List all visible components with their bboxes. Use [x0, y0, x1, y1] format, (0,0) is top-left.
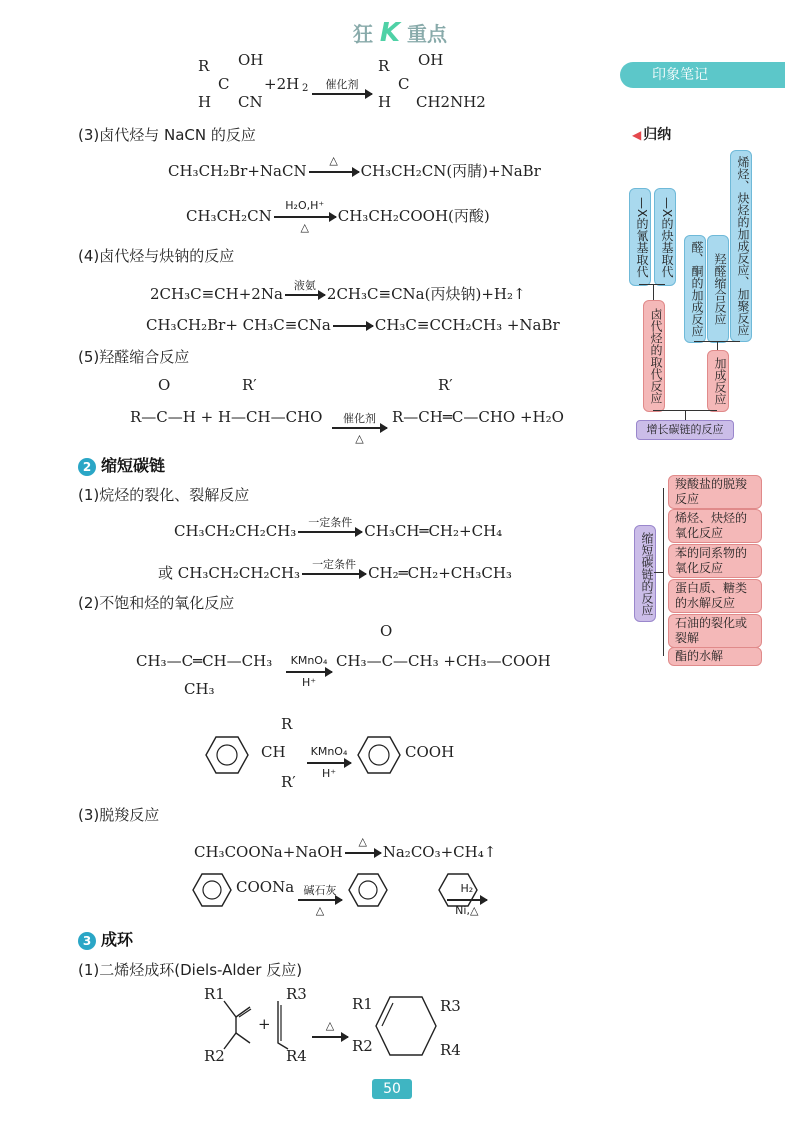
side-item-decarboxylation: 羧酸盐的脱羧反应	[668, 475, 762, 509]
heading-2-title: 缩短碳链	[101, 456, 166, 475]
eq-23-3-cond-up: H₂	[460, 882, 474, 895]
eq-22-1-cond-up: KMnO₄	[290, 654, 328, 667]
side-line-1	[639, 284, 665, 285]
side-item-alkene-oxidation: 烯烃、炔烃的氧化反应	[668, 509, 762, 543]
heading-2	[78, 453, 165, 476]
section-23-title: (3)脱羧反应	[78, 806, 160, 824]
eq-23-1	[194, 835, 497, 861]
side-box-alkene: 烯烃、炔烃的加成反应、加聚反应	[730, 150, 752, 342]
side-item-benzene-oxidation: 苯的同系物的氧化反应	[668, 544, 762, 578]
side-box-cyano: —X的氰基取代	[629, 188, 651, 286]
eq-3-1	[168, 154, 541, 181]
eq-top-cond: 催化剂	[325, 78, 359, 91]
notebook-tag-label: 印象笔记	[652, 67, 708, 83]
eq-top-oh: OH	[238, 51, 264, 69]
eq-22-1-right: CH₃—C—CH₃ +CH₃—COOH	[336, 652, 551, 670]
eq-22-1-cond-dn: H⁺	[301, 676, 317, 689]
eq-21-1-cond: 一定条件	[308, 516, 353, 529]
eq-22-1-left: CH₃—C═CH—CH₃	[136, 652, 273, 670]
eq-31-r3: R3	[286, 985, 307, 1003]
eq-31-plus: +	[258, 1015, 271, 1033]
notebook-tag	[620, 62, 785, 88]
eq-22-1-sub: CH₃	[184, 680, 215, 698]
eq-top-h: H	[198, 93, 212, 111]
section-4-title: (4)卤代烃与炔钠的反应	[78, 247, 235, 265]
eq-31-r4: R4	[286, 1047, 307, 1065]
eq-5-cond-dn: △	[355, 432, 364, 445]
eq-3-2-cond-up: H₂O,H⁺	[285, 199, 325, 212]
page-header	[0, 18, 800, 48]
eq-cyanohydrin	[190, 51, 490, 115]
eq-22-2-right: COOH	[405, 743, 455, 761]
eq-31-r2: R2	[204, 1047, 225, 1065]
eq-22-2-cond-up: KMnO₄	[310, 745, 348, 758]
side-box-addition: 加成反应	[707, 350, 729, 412]
side-box-lengthen: 增长碳链的反应	[636, 420, 734, 440]
eq-21-2-right: CH₂═CH₂+CH₃CH₃	[368, 564, 512, 582]
eq-top-cn: CN	[238, 93, 263, 111]
eq-top-tail: CH2NH2	[416, 93, 486, 111]
diene-icon	[220, 995, 260, 1055]
eq-3-2-right: CH₃CH₂COOH(丙酸)	[337, 207, 490, 225]
eq-21-1-right: CH₃CH═CH₂+CH₄	[364, 522, 503, 540]
eq-23-2-cond-dn: △	[315, 904, 325, 917]
eq-top-sub: 2	[302, 83, 309, 94]
side-box-aldol: 羟醛缩合反应	[707, 235, 729, 343]
eq-21-2	[158, 558, 512, 583]
eq-3-1-right: CH₃CH₂CN(丙腈)+NaBr	[360, 162, 541, 180]
side-item-hydrolysis: 蛋白质、糖类的水解反应	[668, 579, 762, 613]
heading-3-num: 3	[78, 932, 96, 950]
benzene-icon	[205, 735, 249, 775]
eq-4-2	[146, 316, 560, 334]
eq-3-1-cond: △	[329, 154, 338, 167]
eq-22-2-r: R	[281, 715, 293, 733]
eq-4-2-right: CH₃C≡CCH₂CH₃ +NaBr	[374, 316, 560, 334]
summary-title-text: 归纳	[643, 127, 672, 143]
benzene-icon-2	[357, 735, 401, 775]
eq-22-1	[136, 622, 556, 702]
side-item-cracking: 石油的裂化或裂解	[668, 614, 762, 648]
eq-31-r1: R1	[204, 985, 225, 1003]
eq-5-rp2: R′	[438, 376, 453, 394]
eq-23-1-right: Na₂CO₃+CH₄↑	[382, 843, 497, 861]
summary-title	[632, 124, 671, 144]
section-22-title: (2)不饱和烃的氧化反应	[78, 594, 235, 612]
header-text-right: 重点	[407, 22, 448, 46]
eq-5-cond-up: 催化剂	[343, 412, 376, 425]
side-line-8	[663, 488, 664, 656]
page-number: 50	[372, 1079, 412, 1099]
eq-22-2-cond-dn: H⁺	[321, 767, 337, 780]
eq-top-r2: R	[378, 57, 390, 75]
eq-3-1-left: CH₃CH₂Br+NaCN	[168, 162, 307, 180]
eq-23-2-left: COONa	[236, 878, 295, 896]
side-item-ester-hydrolysis: 酯的水解	[668, 647, 762, 666]
heading-3-title: 成环	[101, 930, 134, 949]
eq-5-right: R—CH═C—CHO +H₂O	[392, 408, 564, 426]
eq-22-2-rp: R′	[281, 773, 296, 791]
eq-31-cond: △	[325, 1019, 335, 1032]
section-21-title: (1)烷烃的裂化、裂解反应	[78, 486, 250, 504]
eq-5	[130, 376, 564, 445]
eq-23-3-cond-dn: Ni,△	[455, 904, 479, 917]
cyclohexene-icon	[374, 993, 438, 1059]
side-box-halide: 卤代烃的取代反应	[643, 300, 665, 412]
side-line-6	[685, 410, 686, 420]
eq-31-r1b: R1	[352, 995, 373, 1013]
header-text-left: 狂	[352, 22, 373, 46]
eq-22-1-o: O	[380, 622, 393, 640]
eq-4-2-left: CH₃CH₂Br+ CH₃C≡CNa	[146, 316, 331, 334]
heading-3	[78, 927, 133, 950]
cyclohexane-icon	[438, 872, 478, 908]
eq-3-2	[186, 199, 490, 234]
eq-top-plus: +2H	[264, 75, 300, 93]
eq-22-2-ch: CH	[261, 743, 286, 761]
eq-21-1	[174, 516, 503, 540]
section-5-title: (5)羟醛缩合反应	[78, 348, 190, 366]
benzene-icon-3	[192, 872, 232, 908]
eq-21-1-left: CH₃CH₂CH₂CH₃	[174, 522, 297, 540]
eq-23-1-cond: △	[358, 835, 367, 848]
side-box-alkynyl: —X的炔基取代	[654, 188, 676, 286]
eq-5-o: O	[158, 376, 171, 394]
side-box-aldehyde: 醛、酮的加成反应	[684, 235, 706, 343]
eq-21-2-left: 或 CH₃CH₂CH₂CH₃	[158, 564, 301, 582]
eq-5-left: R—C—H + H—CH—CHO	[130, 408, 323, 426]
eq-21-2-cond: 一定条件	[312, 558, 357, 571]
eq-23-1-left: CH₃COONa+NaOH	[194, 843, 343, 861]
eq-31-r4b: R4	[440, 1041, 461, 1059]
eq-top-r: R	[198, 57, 210, 75]
eq-top-c: C	[218, 75, 230, 93]
side-box-shorten: 缩短碳链的反应	[634, 525, 656, 622]
side-line-4	[717, 341, 718, 350]
eq-31-r2b: R2	[352, 1037, 373, 1055]
header-k-logo: K	[379, 18, 401, 48]
eq-4-1-right: 2CH₃C≡CNa(丙炔钠)+H₂↑	[326, 285, 526, 303]
dienophile-icon	[274, 995, 294, 1055]
eq-top-oh2: OH	[418, 51, 444, 69]
side-line-2	[653, 284, 654, 300]
eq-3-2-cond-dn: △	[300, 221, 309, 234]
eq-top-c2: C	[398, 75, 410, 93]
eq-22-2	[205, 715, 465, 795]
section-31-title: (1)二烯烃成环(Diels-Alder 反应)	[78, 961, 303, 979]
eq-4-1	[150, 279, 526, 304]
eq-31	[200, 985, 500, 1070]
eq-31-r3b: R3	[440, 997, 461, 1015]
triangle-icon: ◀	[632, 128, 642, 142]
eq-3-2-left: CH₃CH₂CN	[186, 207, 272, 225]
eq-23-2-cond-up: 碱石灰	[303, 884, 337, 897]
section-3-title: (3)卤代烃与 NaCN 的反应	[78, 126, 256, 144]
eq-top-h2: H	[378, 93, 392, 111]
benzene-icon-4	[348, 872, 388, 908]
eq-23-2	[192, 868, 482, 918]
eq-4-1-cond: 液氨	[293, 279, 316, 292]
eq-4-1-left: 2CH₃C≡CH+2Na	[150, 285, 283, 303]
heading-2-num: 2	[78, 458, 96, 476]
eq-5-rp: R′	[242, 376, 257, 394]
